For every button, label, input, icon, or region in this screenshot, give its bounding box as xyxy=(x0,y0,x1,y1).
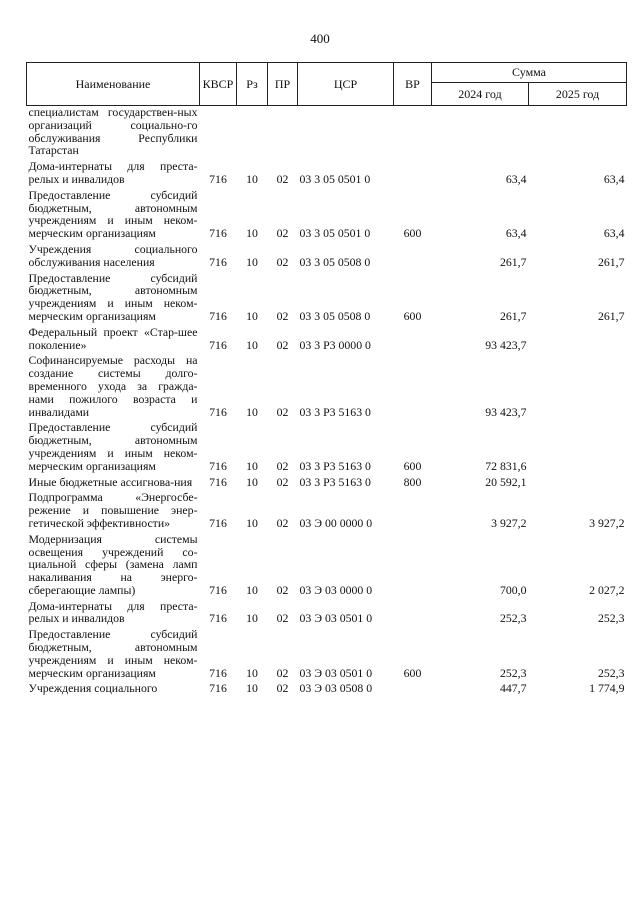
row-vr: 600 xyxy=(403,665,422,680)
header-year-2025: 2025 год xyxy=(529,83,627,106)
row-csr xyxy=(298,106,394,158)
row-pr: 02 xyxy=(276,474,289,489)
row-vr: 600 xyxy=(403,226,422,241)
row-name: Подпрограмма «Энергосбе-режение и повышение энер-гетической эффективности» xyxy=(28,490,198,530)
table-row xyxy=(27,354,627,418)
row-sum-2024: 252,3 xyxy=(499,665,527,680)
row-rz: 10 xyxy=(246,665,258,680)
table-row xyxy=(27,600,627,626)
row-csr: 03 3 05 0501 0 xyxy=(299,226,371,241)
row-sum-2025 xyxy=(529,326,627,352)
row-pr: 02 xyxy=(276,458,289,473)
row-rz: 10 xyxy=(246,582,258,597)
row-vr xyxy=(394,326,432,352)
row-kvsr: 716 xyxy=(209,171,227,186)
table-body xyxy=(27,106,627,696)
row-rz xyxy=(237,106,268,158)
row-sum-2024: 93 423,7 xyxy=(485,337,527,352)
header-csr: ЦСР xyxy=(298,63,394,106)
row-sum-2024 xyxy=(432,106,529,158)
table-row xyxy=(27,682,627,695)
row-kvsr: 716 xyxy=(209,458,227,473)
header-year-2024: 2024 год xyxy=(432,83,529,106)
row-sum-2024: 700,0 xyxy=(499,582,527,597)
row-pr: 02 xyxy=(276,665,289,680)
row-sum-2025: 63,4 xyxy=(603,171,625,186)
row-pr: 02 xyxy=(276,226,289,241)
row-csr: 03 Э 03 0501 0 xyxy=(299,611,373,626)
table-row xyxy=(27,476,627,489)
row-vr xyxy=(394,600,432,626)
row-sum-2024: 252,3 xyxy=(499,611,527,626)
row-csr: 03 3 Р3 5163 0 xyxy=(299,474,371,489)
header-name: Наименование xyxy=(27,63,200,106)
row-name: Дома-интернаты для преста-релых и инвалидов xyxy=(28,159,198,186)
row-sum-2025: 252,3 xyxy=(597,611,625,626)
table-row xyxy=(27,243,627,269)
row-sum-2024: 447,7 xyxy=(499,681,527,696)
row-pr: 02 xyxy=(276,254,289,269)
row-sum-2024: 93 423,7 xyxy=(485,404,527,419)
row-vr xyxy=(394,491,432,529)
header-rz: Рз xyxy=(237,63,268,106)
row-name: специалистам государствен-ных организаций социально-го обслуживания Республики Татарстан xyxy=(28,105,198,158)
row-csr: 03 3 Р3 5163 0 xyxy=(299,458,371,473)
row-name: Дома-интернаты для преста-релых и инвалидов xyxy=(28,598,198,626)
table-row xyxy=(27,533,627,597)
row-sum-2025 xyxy=(529,106,627,158)
row-sum-2024: 72 831,6 xyxy=(485,458,527,473)
row-rz: 10 xyxy=(246,308,258,323)
table-header xyxy=(27,63,627,106)
row-csr: 03 Э 03 0508 0 xyxy=(299,681,373,696)
table-row xyxy=(27,491,627,529)
row-rz: 10 xyxy=(246,458,258,473)
row-csr: 03 3 Р3 5163 0 xyxy=(299,404,371,419)
row-csr: 03 Э 00 0000 0 xyxy=(299,515,373,530)
row-name: Модернизация системы освещения учреждений со-циальной сферы (замена ламп накаливания на энерго-сберегающие лампы) xyxy=(28,531,198,597)
row-sum-2025 xyxy=(529,476,627,489)
row-kvsr: 716 xyxy=(209,404,227,419)
table-row xyxy=(27,421,627,472)
row-name: Иные бюджетные ассигнова-ния xyxy=(28,474,193,489)
row-sum-2024: 20 592,1 xyxy=(485,474,527,489)
row-name: Предоставление субсидий бюджетным, автономным учреждениям и иным неком-мерческим организациям xyxy=(28,187,198,241)
row-kvsr: 716 xyxy=(209,308,227,323)
row-sum-2025: 252,3 xyxy=(597,665,625,680)
row-rz: 10 xyxy=(246,515,258,530)
row-pr: 02 xyxy=(276,404,289,419)
header-vr: ВР xyxy=(394,63,432,106)
row-vr xyxy=(394,354,432,418)
row-sum-2025: 2 027,2 xyxy=(589,582,625,597)
row-sum-2025: 3 927,2 xyxy=(589,515,625,530)
table-row xyxy=(27,189,627,240)
row-pr: 02 xyxy=(276,681,289,696)
row-sum-2025 xyxy=(529,354,627,418)
row-csr: 03 3 05 0508 0 xyxy=(299,308,371,323)
row-vr xyxy=(394,160,432,186)
row-kvsr: 716 xyxy=(209,582,227,597)
row-name: Предоставление субсидий бюджетным, автономным учреждениям и иным неком-мерческим организациям xyxy=(28,627,198,680)
budget-table xyxy=(26,62,627,695)
row-name: Федеральный проект «Стар-шее поколение» xyxy=(28,324,198,352)
table-row xyxy=(27,106,627,158)
row-kvsr: 716 xyxy=(209,254,227,269)
row-vr xyxy=(394,682,432,695)
row-vr: 600 xyxy=(403,458,422,473)
row-name: Предоставление субсидий бюджетным, автономным учреждениям и иным неком-мерческим организациям xyxy=(28,270,198,323)
row-kvsr: 716 xyxy=(209,681,227,696)
table-row xyxy=(27,272,627,323)
row-kvsr xyxy=(200,106,237,158)
table-row xyxy=(27,628,627,679)
row-vr: 800 xyxy=(403,474,422,489)
row-rz: 10 xyxy=(246,226,258,241)
row-sum-2024: 3 927,2 xyxy=(491,515,527,530)
row-rz: 10 xyxy=(246,254,258,269)
row-pr: 02 xyxy=(276,582,289,597)
page-number: 400 xyxy=(310,31,330,46)
row-pr: 02 xyxy=(276,611,289,626)
row-rz: 10 xyxy=(246,474,258,489)
row-sum-2024: 63,4 xyxy=(505,226,527,241)
header-pr: ПР xyxy=(268,63,298,106)
row-vr xyxy=(394,533,432,597)
row-sum-2024: 261,7 xyxy=(499,254,527,269)
row-pr: 02 xyxy=(276,171,289,186)
row-pr: 02 xyxy=(276,515,289,530)
row-kvsr: 716 xyxy=(209,474,227,489)
row-csr: 03 Э 03 0000 0 xyxy=(299,582,373,597)
row-rz: 10 xyxy=(246,171,258,186)
row-kvsr: 716 xyxy=(209,665,227,680)
row-name: Софинансируемые расходы на создание системы долго-временного ухода за гражда-нами пожилого возраста и инвалидами xyxy=(28,353,198,419)
row-sum-2024: 63,4 xyxy=(505,171,527,186)
row-csr: 03 3 05 0508 0 xyxy=(299,254,371,269)
header-kvsr: КВСР xyxy=(200,63,237,106)
row-sum-2025: 261,7 xyxy=(597,254,625,269)
row-name: Предоставление субсидий бюджетным, автономным учреждениям и иным неком-мерческим организациям xyxy=(28,420,198,473)
header-sum: Сумма xyxy=(432,63,627,83)
row-rz: 10 xyxy=(246,337,258,352)
row-csr: 03 3 Р3 0000 0 xyxy=(299,337,371,352)
table-row xyxy=(27,160,627,186)
row-pr: 02 xyxy=(276,308,289,323)
row-vr: 600 xyxy=(403,308,422,323)
row-kvsr: 716 xyxy=(209,515,227,530)
row-kvsr: 716 xyxy=(209,611,227,626)
row-pr: 02 xyxy=(276,337,289,352)
row-kvsr: 716 xyxy=(209,337,227,352)
row-vr xyxy=(394,106,432,158)
row-sum-2025 xyxy=(529,421,627,472)
row-name: Учреждения социального обслуживания населения xyxy=(28,241,198,269)
row-sum-2024: 261,7 xyxy=(499,308,527,323)
row-sum-2025: 63,4 xyxy=(603,226,625,241)
row-name: Учреждения социального xyxy=(28,681,158,696)
row-kvsr: 716 xyxy=(209,226,227,241)
row-rz: 10 xyxy=(246,404,258,419)
row-rz: 10 xyxy=(246,681,258,696)
row-sum-2025: 1 774,9 xyxy=(589,681,625,696)
row-pr xyxy=(268,106,298,158)
row-rz: 10 xyxy=(246,611,258,626)
row-vr xyxy=(394,243,432,269)
row-csr: 03 Э 03 0501 0 xyxy=(299,665,373,680)
table-row xyxy=(27,326,627,352)
row-csr: 03 3 05 0501 0 xyxy=(299,171,371,186)
row-sum-2025: 261,7 xyxy=(597,308,625,323)
